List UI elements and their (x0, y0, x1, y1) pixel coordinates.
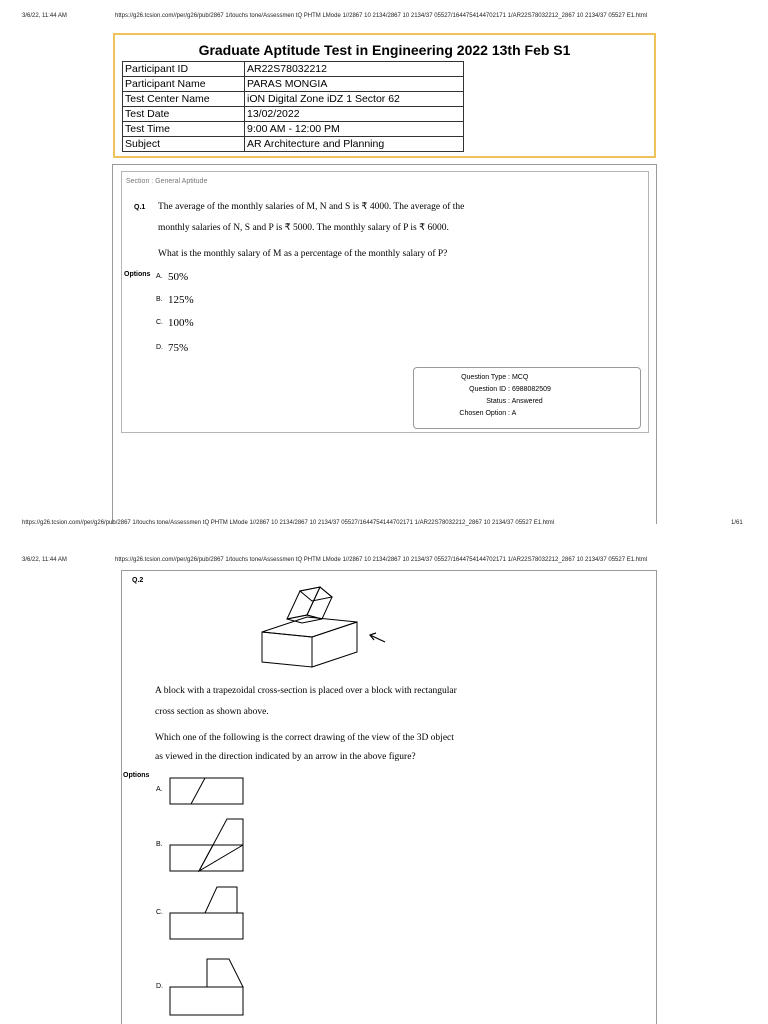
question-number: Q.1 (134, 204, 146, 211)
info-label: Test Center Name (123, 92, 245, 107)
print-footer-url: https://g26.tcsion.com//per/g26/pub/2867 1/touchs tone/Assessmen tQ PHTM LMode 1//2867 10 2134/2867 10 2134/37 05527/1644754144702171 1/AR22S78032212_2867 10 2134/37 05527 E1.html (22, 520, 555, 526)
info-label: Participant Name (123, 77, 245, 92)
question-text-line: as viewed in the direction indicated by an arrow in the above figure? (155, 752, 416, 762)
info-row (123, 122, 464, 137)
exam-title: Graduate Aptitude Test in Engineering 2022 13th Feb S1 (198, 42, 571, 58)
question-text-line: cross section as shown above. (155, 707, 269, 717)
section-label: Section : General Aptitude (126, 178, 208, 185)
meta-label: Status : (486, 398, 510, 405)
option-letter: C. (156, 909, 163, 916)
option-c[interactable]: 100% (168, 317, 194, 329)
option-letter: C. (156, 319, 163, 326)
page-number: 1/61 (731, 520, 743, 526)
meta-value: MCQ (511, 374, 529, 381)
option-letter: A. (156, 273, 163, 280)
exam-info-box (113, 33, 656, 158)
option-d[interactable]: 75% (168, 342, 189, 354)
info-row (123, 92, 464, 107)
options-label: Options (124, 271, 151, 278)
option-b-drawing[interactable] (169, 817, 245, 873)
option-letter: D. (156, 983, 163, 990)
info-row (123, 107, 464, 122)
question-2-panel (121, 570, 657, 1024)
meta-value: A (511, 410, 517, 417)
participant-info-table (122, 61, 464, 152)
info-label: Participant ID (123, 62, 245, 77)
option-a[interactable]: 50% (168, 271, 189, 283)
options-label: Options (123, 772, 150, 779)
info-value: AR22S78032212 (245, 62, 464, 77)
print-url: https://g26.tcsion.com//per/g26/pub/2867 1/touchs tone/Assessmen tQ PHTM LMode 1//2867 10 2134/2867 10 2134/37 05527/1644754144702171 1/AR22S78032212_2867 10 2134/37 05527 E1.html (115, 13, 648, 19)
info-row (123, 62, 464, 77)
info-value: 13/02/2022 (245, 107, 464, 122)
info-value: iON Digital Zone iDZ 1 Sector 62 (245, 92, 464, 107)
question-number: Q.2 (132, 577, 144, 584)
isometric-block-figure (252, 577, 392, 677)
info-label: Test Date (123, 107, 245, 122)
question-1-panel (112, 164, 657, 524)
question-text-line: A block with a trapezoidal cross-section is placed over a block with rectangular (155, 686, 457, 696)
meta-value: Answered (511, 398, 543, 405)
option-letter: B. (156, 841, 163, 848)
question-text-line: Which one of the following is the correct drawing of the view of the 3D object (155, 733, 454, 743)
info-value: PARAS MONGIA (245, 77, 464, 92)
print-datetime: 3/6/22, 11:44 AM (22, 13, 67, 19)
question-text-line: monthly salaries of N, S and P is ₹ 5000. The monthly salary of P is ₹ 6000. (158, 223, 449, 233)
option-letter: D. (156, 344, 163, 351)
print-datetime: 3/6/22, 11:44 AM (22, 557, 67, 563)
question-1-card (121, 171, 649, 433)
option-b[interactable]: 125% (168, 294, 194, 306)
meta-label: Question ID : (469, 386, 510, 393)
question-text-line: The average of the monthly salaries of M, N and S is ₹ 4000. The average of the (158, 202, 465, 212)
question-meta-box (413, 367, 641, 429)
info-row (123, 137, 464, 152)
info-label: Test Time (123, 122, 245, 137)
meta-value: 6988082509 (511, 386, 551, 393)
info-row (123, 77, 464, 92)
question-text-line: What is the monthly salary of M as a percentage of the monthly salary of P? (158, 249, 448, 259)
option-d-drawing[interactable] (169, 957, 245, 1017)
info-label: Subject (123, 137, 245, 152)
option-a-drawing[interactable] (169, 776, 245, 806)
info-value: 9:00 AM - 12:00 PM (245, 122, 464, 137)
option-letter: B. (156, 296, 163, 303)
meta-label: Question Type : (461, 374, 510, 381)
meta-label: Chosen Option : (459, 410, 510, 417)
info-value: AR Architecture and Planning (245, 137, 464, 152)
print-url: https://g26.tcsion.com//per/g26/pub/2867 1/touchs tone/Assessmen tQ PHTM LMode 1//2867 10 2134/2867 10 2134/37 05527/1644754144702171 1/AR22S78032212_2867 10 2134/37 05527 E1.html (115, 557, 648, 563)
option-letter: A. (156, 786, 163, 793)
option-c-drawing[interactable] (169, 885, 245, 941)
